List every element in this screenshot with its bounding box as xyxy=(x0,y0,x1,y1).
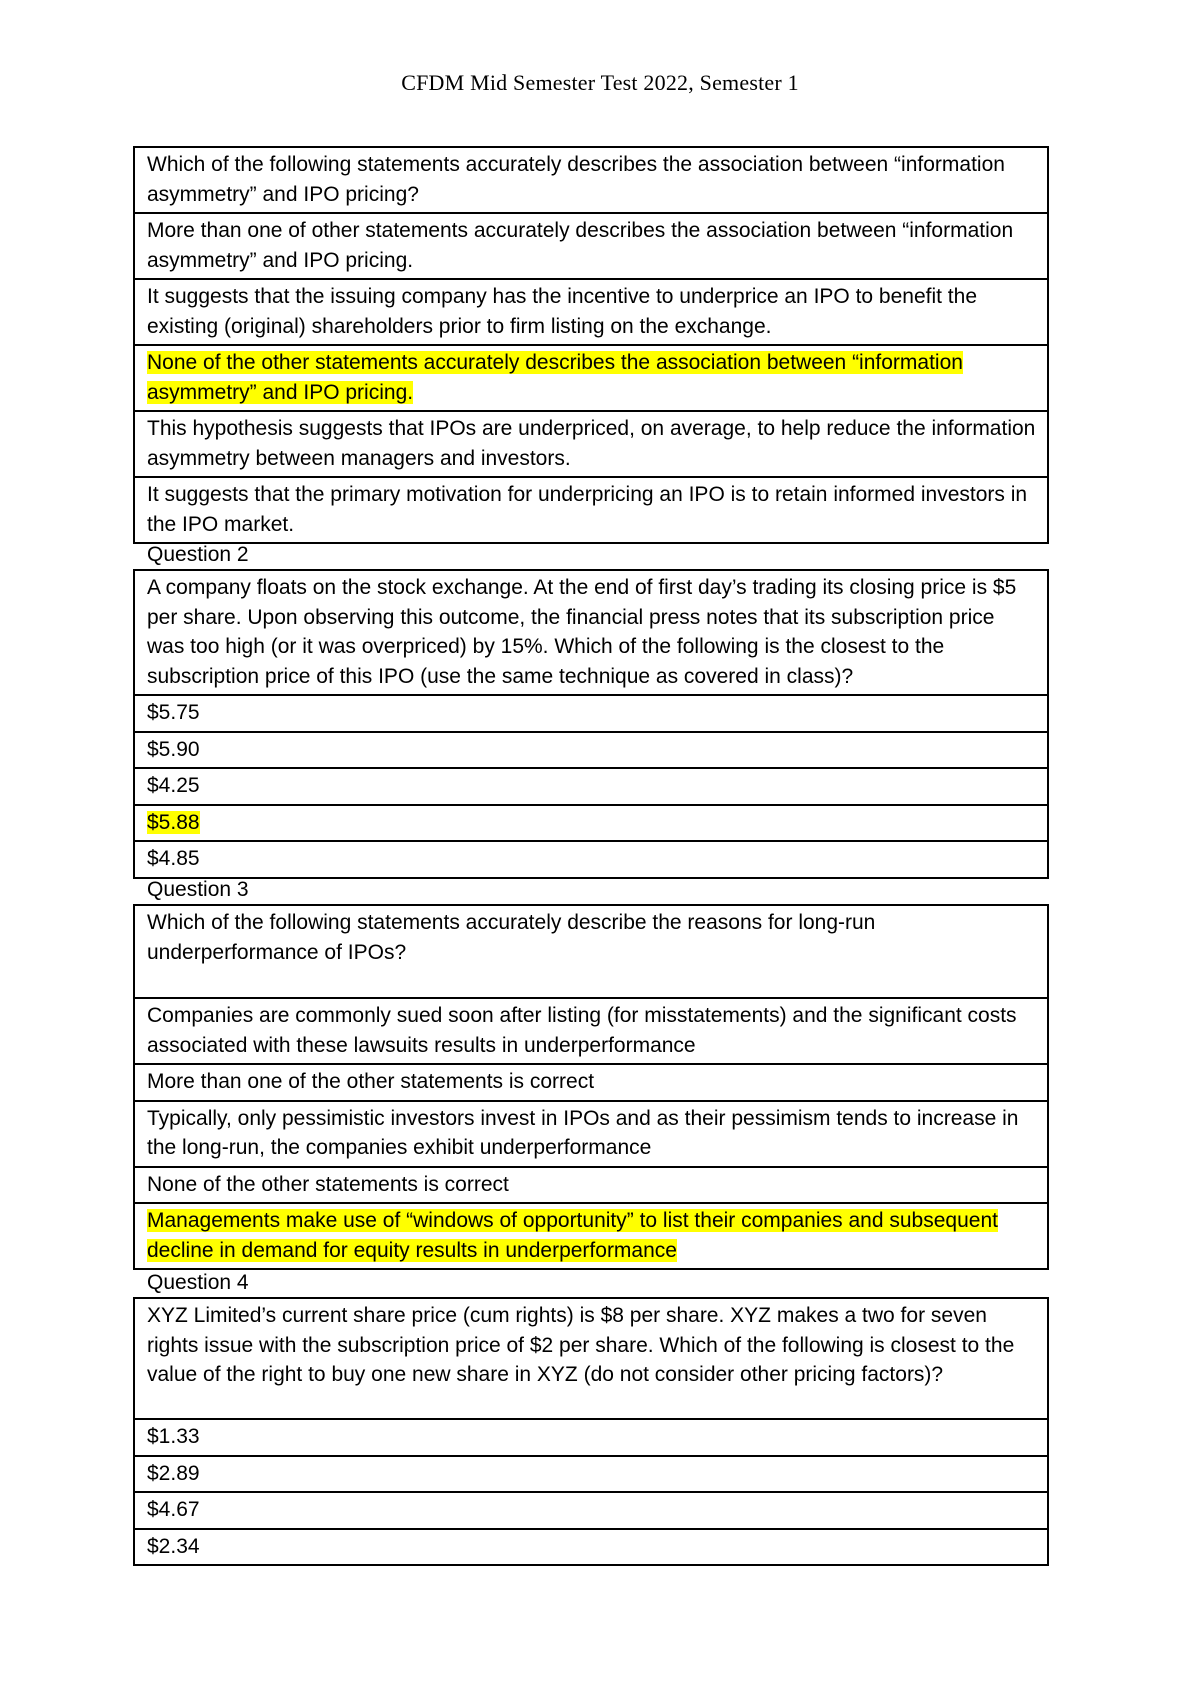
q3-option-5-correct[interactable] xyxy=(134,1203,1048,1269)
q2-option-4-correct[interactable] xyxy=(134,805,1048,842)
q3-option-4[interactable]: None of the other statements is correct xyxy=(134,1167,1048,1204)
answer-option-row[interactable] xyxy=(134,768,1048,805)
answer-option-row[interactable] xyxy=(134,1492,1048,1529)
q2-option-3[interactable]: $4.25 xyxy=(134,768,1048,805)
question-1-text xyxy=(134,147,1048,213)
answer-option-row[interactable] xyxy=(134,1064,1048,1101)
question-text: XYZ Limited’s current share price (cum rights) is $8 per share. XYZ makes a two for seven rights issue with the subscription price of $2 per share. Which of the following is closest to the value of the right to buy one new share in XYZ (do not consider other pricing factors)? xyxy=(147,1304,1015,1386)
q1-option-3-correct[interactable] xyxy=(134,345,1048,411)
q1-option-4[interactable]: This hypothesis suggests that IPOs are underpriced, on average, to help reduce the information asymmetry between managers and investors. xyxy=(134,411,1048,477)
q1-option-5[interactable]: It suggests that the primary motivation for underpricing an IPO is to retain informed investors in the IPO market. xyxy=(134,477,1048,543)
answer-option-row[interactable] xyxy=(134,695,1048,732)
q4-option-2[interactable]: $2.89 xyxy=(134,1456,1048,1493)
answer-option-row[interactable] xyxy=(134,279,1048,345)
q4-option-3[interactable]: $4.67 xyxy=(134,1492,1048,1529)
answer-option-row[interactable] xyxy=(134,411,1048,477)
answer-option-row[interactable] xyxy=(134,732,1048,769)
q2-option-2[interactable]: $5.90 xyxy=(134,732,1048,769)
question-4-label: Question 4 xyxy=(147,1271,249,1294)
answer-option-row[interactable] xyxy=(134,213,1048,279)
question-text: A company floats on the stock exchange. At the end of first day’s trading its closing price is $5 per share. Upon observing this outcome, the financial press notes that its subscription price was too high (or it was overpriced) by 15%. Which of the following is the closest to the subscription price of this IPO (use the same technique as covered in class)? xyxy=(147,576,1017,688)
question-3-label: Question 3 xyxy=(147,878,249,901)
q1-option-2[interactable]: It suggests that the issuing company has the incentive to underprice an IPO to benefit the existing (original) shareholders prior to firm listing on the exchange. xyxy=(134,279,1048,345)
question-3-text xyxy=(134,905,1048,998)
question-4-table xyxy=(133,1297,1049,1566)
question-2-text xyxy=(134,570,1048,695)
answer-option-row[interactable] xyxy=(134,1529,1048,1566)
q2-option-5[interactable]: $4.85 xyxy=(134,841,1048,878)
q4-option-4[interactable]: $2.34 xyxy=(134,1529,1048,1566)
question-row xyxy=(134,147,1048,213)
answer-option-row[interactable] xyxy=(134,998,1048,1064)
question-text: Which of the following statements accurately describes the association between “information asymmetry” and IPO pricing? xyxy=(147,153,1005,206)
highlighted-answer: Managements make use of “windows of opportunity” to list their companies and subsequent decline in demand for equity results in underperformance xyxy=(147,1209,998,1262)
answer-option-row[interactable] xyxy=(134,1203,1048,1269)
answer-option-row[interactable] xyxy=(134,841,1048,878)
answer-option-row[interactable] xyxy=(134,1101,1048,1167)
q3-option-3[interactable]: Typically, only pessimistic investors invest in IPOs and as their pessimism tends to increase in the long-run, the companies exhibit underperformance xyxy=(134,1101,1048,1167)
q3-option-2[interactable]: More than one of the other statements is correct xyxy=(134,1064,1048,1101)
answer-option-row[interactable] xyxy=(134,1167,1048,1204)
question-2-table xyxy=(133,569,1049,879)
highlighted-answer: $5.88 xyxy=(147,810,200,834)
answer-option-row[interactable] xyxy=(134,345,1048,411)
q1-option-1[interactable]: More than one of other statements accurately describes the association between “information asymmetry” and IPO pricing. xyxy=(134,213,1048,279)
q2-option-1[interactable]: $5.75 xyxy=(134,695,1048,732)
question-text: Which of the following statements accurately describe the reasons for long-run underperformance of IPOs? xyxy=(147,911,876,964)
answer-option-row[interactable] xyxy=(134,477,1048,543)
answer-option-row[interactable] xyxy=(134,1419,1048,1456)
highlighted-answer: None of the other statements accurately describes the association between “information asymmetry” and IPO pricing. xyxy=(147,351,963,404)
question-3-table xyxy=(133,904,1049,1270)
question-2-label: Question 2 xyxy=(147,543,249,566)
q3-option-1[interactable]: Companies are commonly sued soon after listing (for misstatements) and the significant costs associated with these lawsuits results in underperformance xyxy=(134,998,1048,1064)
answer-option-row[interactable] xyxy=(134,805,1048,842)
q4-option-1[interactable]: $1.33 xyxy=(134,1419,1048,1456)
answer-option-row[interactable] xyxy=(134,1456,1048,1493)
question-1-table xyxy=(133,146,1049,544)
question-4-text xyxy=(134,1298,1048,1419)
question-row xyxy=(134,570,1048,695)
question-row xyxy=(134,905,1048,998)
question-row xyxy=(134,1298,1048,1419)
page-header: CFDM Mid Semester Test 2022, Semester 1 xyxy=(401,70,799,95)
